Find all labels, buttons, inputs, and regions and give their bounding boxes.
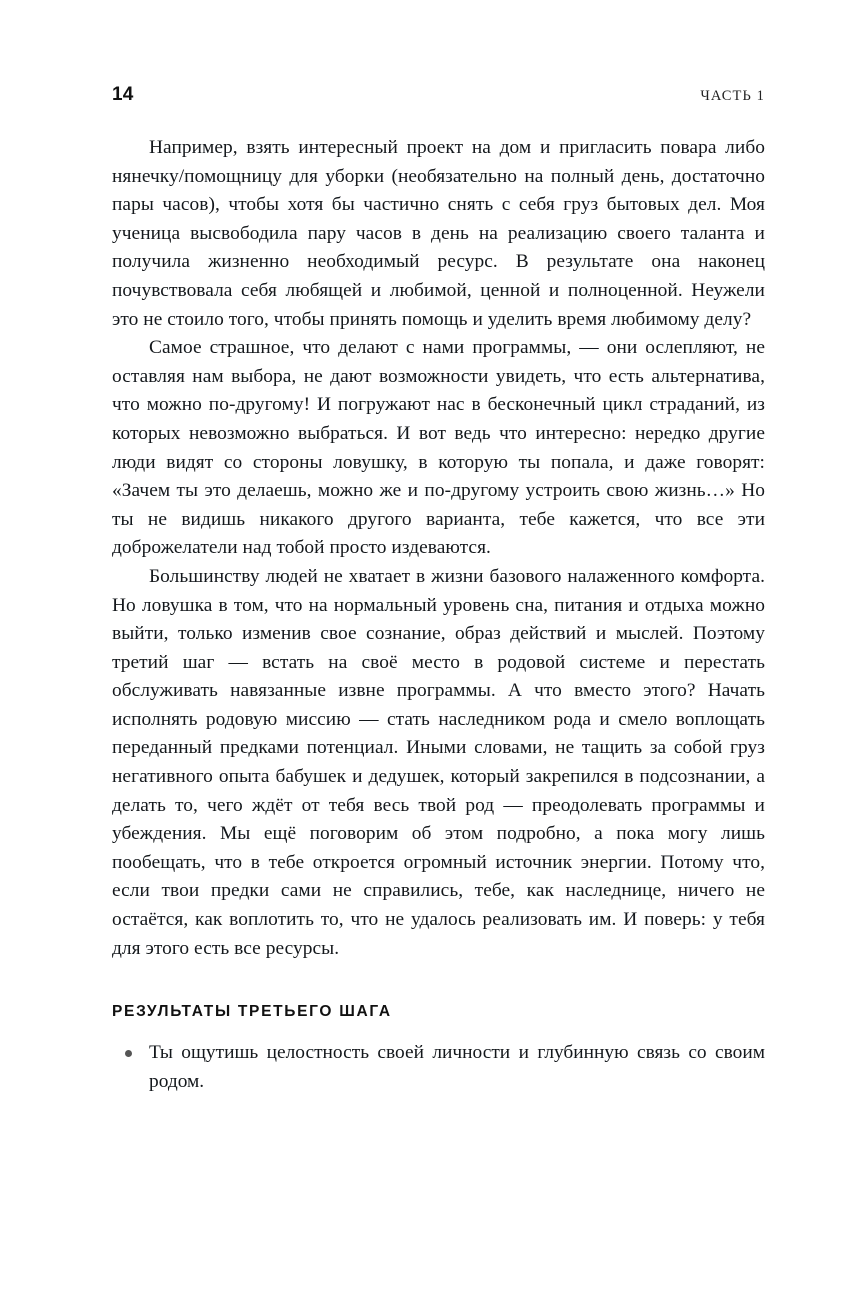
paragraph: Большинству людей не хватает в жизни базового налаженного комфорта. Но ловушка в том, что на нормальный уровень сна, питания и отдыха можно выйти, только изменив свое сознание, образ действий и мыслей. Поэтому третий шаг — встать на своё место в родовой системе и перестать обслуживать навязанные извне программы. А что вместо этого? Начать исполнять родовую миссию — стать наследником рода и смело воплощать переданный предками потенциал. Иными словами, не тащить за собой груз негативного опыта бабушек и дедушек, который закрепился в подсознании, а делать то, чего ждёт от тебя весь твой род — преодолевать программы и убеждения. Мы ещё поговорим об этом подробно, а пока могу лишь пообещать, что в тебе откроется огромный источник энергии. Потому что, если твои предки сами не справились, тебе, как наследнице, ничего не остаётся, как воплотить то, что не удалось реализовать им. И поверь: у тебя для этого есть все ресурсы.	[112, 565, 765, 959]
list-item-text: Ты ощутишь целостность своей личности и глубинную связь со своим родом.	[149, 1042, 765, 1092]
section-heading: РЕЗУЛЬТАТЫ ТРЕТЬЕГО ШАГА	[112, 1003, 392, 1021]
bullet-icon	[125, 1050, 132, 1057]
paragraph: Самое страшное, что делают с нами программы, — они ослепляют, не оставляя нам выбора, не дают возможности увидеть, что есть альтернатива, что можно по-другому! И погружают нас в бесконечный цикл страданий, из которых невозможно выбраться. И вот ведь что интересно: нередко другие люди видят со стороны ловушку, в которую ты попала, и даже говорят: «Зачем ты это делаешь, можно же и по-другому устроить свою жизнь…» Но ты не видишь никакого другого варианта, тебе кажется, что все эти доброжелатели над тобой просто издеваются.	[112, 337, 765, 559]
part-label: ЧАСТЬ 1	[700, 88, 765, 104]
body-text	[112, 134, 765, 963]
running-head	[112, 84, 765, 110]
paragraph: Например, взять интересный проект на дом и пригласить повара либо нянечку/помощницу для уборки (необязательно на полный день, достаточно пары часов), чтобы хотя бы частично снять с себя груз бытовых дел. Моя ученица высвободила пару часов в день на реализацию своего таланта и получила жизненно необходимый ресурс. В результате она наконец почувствовала себя любящей и любимой, ценной и полноценной. Неужели это не стоило того, чтобы принять помощь и уделить время любимому делу?	[112, 137, 765, 330]
results-list	[112, 1039, 765, 1096]
list-item	[112, 1039, 765, 1096]
page-number: 14	[112, 84, 134, 105]
